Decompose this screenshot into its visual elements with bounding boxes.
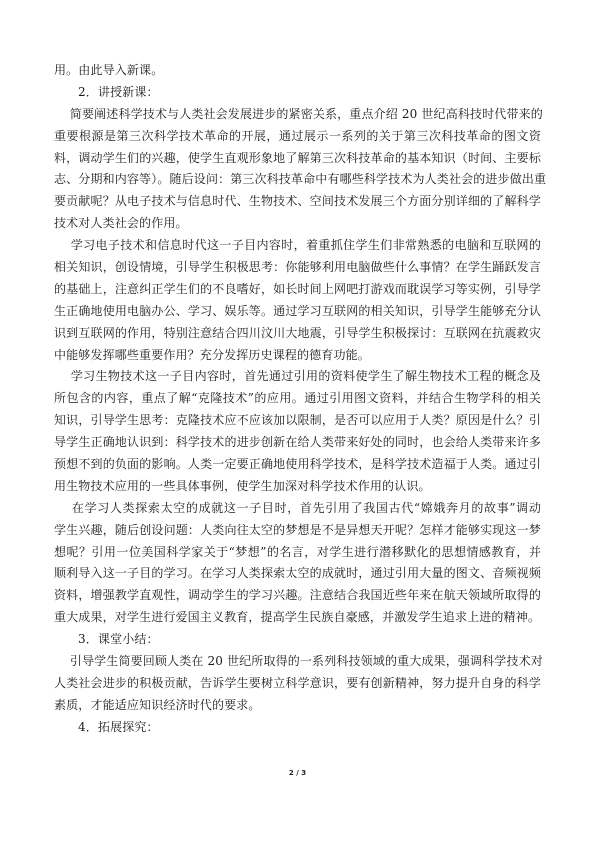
section-heading: 4．拓展探究：	[78, 719, 159, 734]
paragraph-line: 用。由此导入新课。	[54, 63, 164, 77]
paragraph-line: 识到互联网的作用，特别注意结合四川汶川大地震，引导学生积极探讨：互联网在抗震救灾	[54, 325, 541, 340]
document-body	[54, 60, 547, 739]
paragraph-line: 志、分期和内容等）。随后设问：第三次科技革命中有哪些科学技术为人类社会的进步做出重	[54, 172, 547, 187]
paragraph-line: 简要阐述科学技术与人类社会发展进步的紧密关系，重点介绍 20 世纪高科技时代带来的	[54, 106, 543, 121]
paragraph-line: 资料，增强教学直观性，调动学生的学习兴趣。注意结合我国近些年来在航天领域所取得的	[54, 588, 541, 603]
paragraph-line: 中能够发挥哪些重要作用？充分发挥历史课程的德育功能。	[54, 347, 370, 362]
paragraph-line: 要贡献呢？从电子技术与信息时代、生物技术、空间技术发展三个方面分别详细的了解科学	[54, 194, 541, 209]
section-heading: 2．讲授新课：	[78, 84, 159, 99]
paragraph-line: 重要根源是第三次科学技术革命的开展，通过展示一系列的关于第三次科技革命的图文资	[54, 128, 541, 143]
paragraph-line: 素质，才能适应知识经济时代的要求。	[54, 697, 261, 712]
paragraph-line: 人类社会进步的积极贡献，告诉学生要树立科学意识，要有创新精神，努力提升自身的科学	[54, 675, 541, 690]
paragraph-line: 用生物技术应用的一些具体事例，使学生加深对科学技术作用的认识。	[54, 478, 431, 493]
paragraph-line: 引导学生简要回顾人类在 20 世纪所取得的一系列科技领域的重大成果，强调科学技术对	[54, 654, 543, 669]
paragraph-line: 想呢？引用一位美国科学家关于“梦想”的名言，对学生进行潜移默化的思想情感教育，并	[54, 544, 541, 559]
paragraph-line: 顺利导入这一子目的学习。在学习人类探索太空的成就时，通过引用大量的图文、音频视频	[54, 566, 541, 581]
paragraph-line: 导学生正确地认识到：科学技术的进步创新在给人类带来好处的同时，也会给人类带来许多	[54, 435, 541, 450]
paragraph-line: 相关知识，创设情境，引导学生积极思考：你能够利用电脑做些什么事情？在学生踊跃发言	[54, 260, 541, 275]
page-number: 2 / 3	[288, 769, 307, 777]
paragraph-line: 学生兴趣，随后创设问题：人类向往太空的梦想是不是异想天开呢？怎样才能够实现这一梦	[54, 522, 541, 537]
paragraph-line: 学习电子技术和信息时代这一子目内容时，着重抓住学生们非常熟悉的电脑和互联网的	[54, 238, 541, 253]
paragraph-line: 料，调动学生们的兴趣，使学生直观形象地了解第三次科技革命的基本知识（时间、主要标	[54, 150, 541, 165]
section-heading: 3．课堂小结：	[78, 632, 159, 647]
paragraph-line: 在学习人类探索太空的成就这一子目时，首先引用了我国古代“嫦娥奔月的故事”调动	[54, 500, 541, 515]
paragraph-line: 学习生物技术这一子目内容时，首先通过引用的资料使学生了解生物技术工程的概念及	[54, 369, 541, 384]
paragraph-line: 重大成果，对学生进行爱国主义教育，提高学生民族自豪感，并激发学生追求上进的精神。	[54, 610, 541, 625]
paragraph-line: 所包含的内容，重点了解“克隆技术”的应用。通过引用图文资料，并结合生物学科的相关	[54, 391, 541, 406]
paragraph-line: 技术对人类社会的作用。	[54, 216, 188, 231]
paragraph-line: 生正确地使用电脑办公、学习、娱乐等。通过学习互联网的相关知识，引导学生能够充分认	[54, 303, 541, 318]
paragraph-line: 的基础上，注意纠正学生们的不良嗜好，如长时间上网吧打游戏而耽误学习等实例，引导学	[54, 281, 541, 296]
paragraph-line: 知识，引导学生思考：克隆技术应不应该加以限制，是否可以应用于人类？原因是什么？引	[54, 413, 541, 428]
paragraph-line: 预想不到的负面的影响。人类一定要正确地使用科学技术，是科学技术造福于人类。通过引	[54, 457, 541, 472]
